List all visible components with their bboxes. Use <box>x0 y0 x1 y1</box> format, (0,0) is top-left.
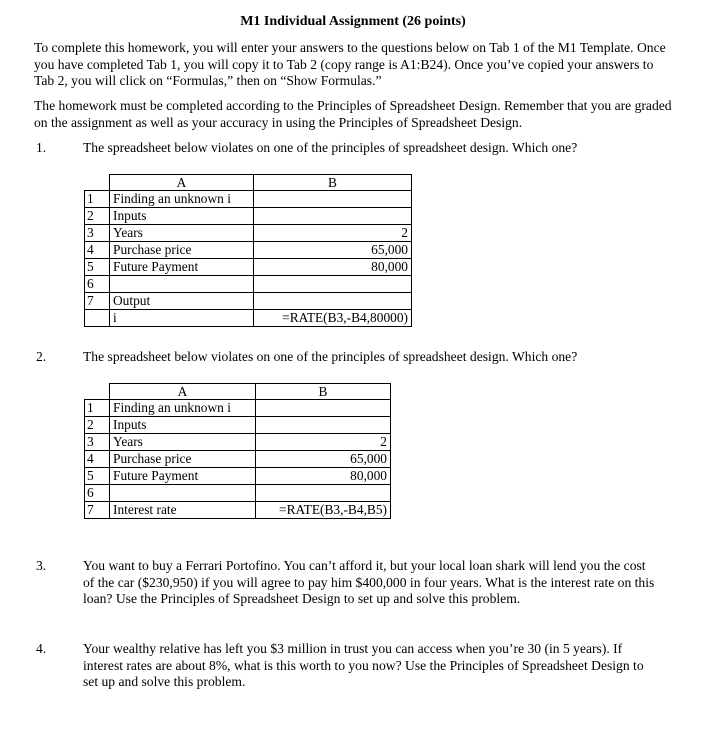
cell-a: Purchase price <box>110 451 256 468</box>
table-row <box>85 400 391 417</box>
cell-b <box>256 417 391 434</box>
cell-a: Future Payment <box>110 259 254 276</box>
cell-b <box>256 485 391 502</box>
question-3-number: 3. <box>36 558 47 573</box>
cell-a: Finding an unknown i <box>110 191 254 208</box>
design-note-paragraph: The homework must be completed according to the Principles of Spreadsheet Design. Remember that you are graded on the assignment as well as your accuracy in using the Principles of Spreadsheet Design. <box>34 98 672 130</box>
table-row <box>85 208 412 225</box>
cell-a <box>110 485 256 502</box>
cell-b <box>254 208 412 225</box>
cell-b <box>256 400 391 417</box>
spreadsheet-1 <box>84 174 412 327</box>
question-4-text: Your wealthy relative has left you $3 million in trust you can access when you’re 30 (in 5 years). If interest rates are about 8%, what is this worth to you now? Use the Principles of Spreadsheet Design to set up and solve this problem. <box>83 641 644 689</box>
row-number: 2 <box>85 417 110 434</box>
table-row <box>85 242 412 259</box>
row-number <box>85 310 110 327</box>
cell-b: 2 <box>256 434 391 451</box>
cell-a <box>110 276 254 293</box>
row-number: 7 <box>85 293 110 310</box>
row-number: 6 <box>85 485 110 502</box>
row-number: 6 <box>85 276 110 293</box>
row-number: 1 <box>85 191 110 208</box>
table-row <box>85 310 412 327</box>
cell-a: Future Payment <box>110 468 256 485</box>
question-4-number: 4. <box>36 641 47 656</box>
table-row <box>85 485 391 502</box>
table-row <box>85 451 391 468</box>
column-b-header: B <box>256 384 391 400</box>
column-a-header: A <box>110 175 254 191</box>
row-number: 4 <box>85 242 110 259</box>
cell-b <box>254 276 412 293</box>
corner-cell <box>85 384 110 400</box>
question-2-number: 2. <box>36 349 47 364</box>
spreadsheet-2 <box>84 383 391 519</box>
row-number: 1 <box>85 400 110 417</box>
sheet-header-row <box>85 175 412 191</box>
column-a-header: A <box>110 384 256 400</box>
cell-b: 2 <box>254 225 412 242</box>
page-title: M1 Individual Assignment (26 points) <box>240 14 466 29</box>
cell-a: Interest rate <box>110 502 256 519</box>
cell-a: Purchase price <box>110 242 254 259</box>
column-b-header: B <box>254 175 412 191</box>
cell-a: Years <box>110 434 256 451</box>
question-2-text: The spreadsheet below violates on one of the principles of spreadsheet design. Which one? <box>83 349 578 364</box>
table-row <box>85 417 391 434</box>
table-row <box>85 468 391 485</box>
row-number: 5 <box>85 468 110 485</box>
cell-a: i <box>110 310 254 327</box>
cell-b: 65,000 <box>254 242 412 259</box>
cell-b-formula: =RATE(B3,-B4,B5) <box>256 502 391 519</box>
cell-b <box>254 293 412 310</box>
table-row <box>85 276 412 293</box>
table-row <box>85 259 412 276</box>
table-row <box>85 293 412 310</box>
corner-cell <box>85 175 110 191</box>
sheet-header-row <box>85 384 391 400</box>
row-number: 2 <box>85 208 110 225</box>
row-number: 4 <box>85 451 110 468</box>
cell-b <box>254 191 412 208</box>
table-row <box>85 225 412 242</box>
question-1-number: 1. <box>36 140 47 155</box>
question-1-text: The spreadsheet below violates on one of the principles of spreadsheet design. Which one? <box>83 140 578 155</box>
intro-paragraph: To complete this homework, you will enter your answers to the questions below on Tab 1 of the M1 Template. Once you have completed Tab 1, you will copy it to Tab 2 (copy range is A1:B24). Once you’ve copied your answers to Tab 2, you will click on “Formulas,” then on “Show Formulas.” <box>34 40 666 88</box>
table-row <box>85 191 412 208</box>
cell-b-formula: =RATE(B3,-B4,80000) <box>254 310 412 327</box>
cell-a: Inputs <box>110 417 256 434</box>
row-number: 7 <box>85 502 110 519</box>
row-number: 3 <box>85 434 110 451</box>
table-row <box>85 502 391 519</box>
cell-a: Finding an unknown i <box>110 400 256 417</box>
cell-a: Inputs <box>110 208 254 225</box>
table-row <box>85 434 391 451</box>
cell-b: 65,000 <box>256 451 391 468</box>
row-number: 3 <box>85 225 110 242</box>
row-number: 5 <box>85 259 110 276</box>
question-3-text: You want to buy a Ferrari Portofino. You can’t afford it, but your local loan shark will lend you the cost of the car ($230,950) if you will agree to pay him $400,000 in four years. What is the interest rate on this loan? Use the Principles of Spreadsheet Design to set up and solve this problem. <box>83 558 655 606</box>
cell-b: 80,000 <box>256 468 391 485</box>
cell-a: Output <box>110 293 254 310</box>
cell-b: 80,000 <box>254 259 412 276</box>
cell-a: Years <box>110 225 254 242</box>
